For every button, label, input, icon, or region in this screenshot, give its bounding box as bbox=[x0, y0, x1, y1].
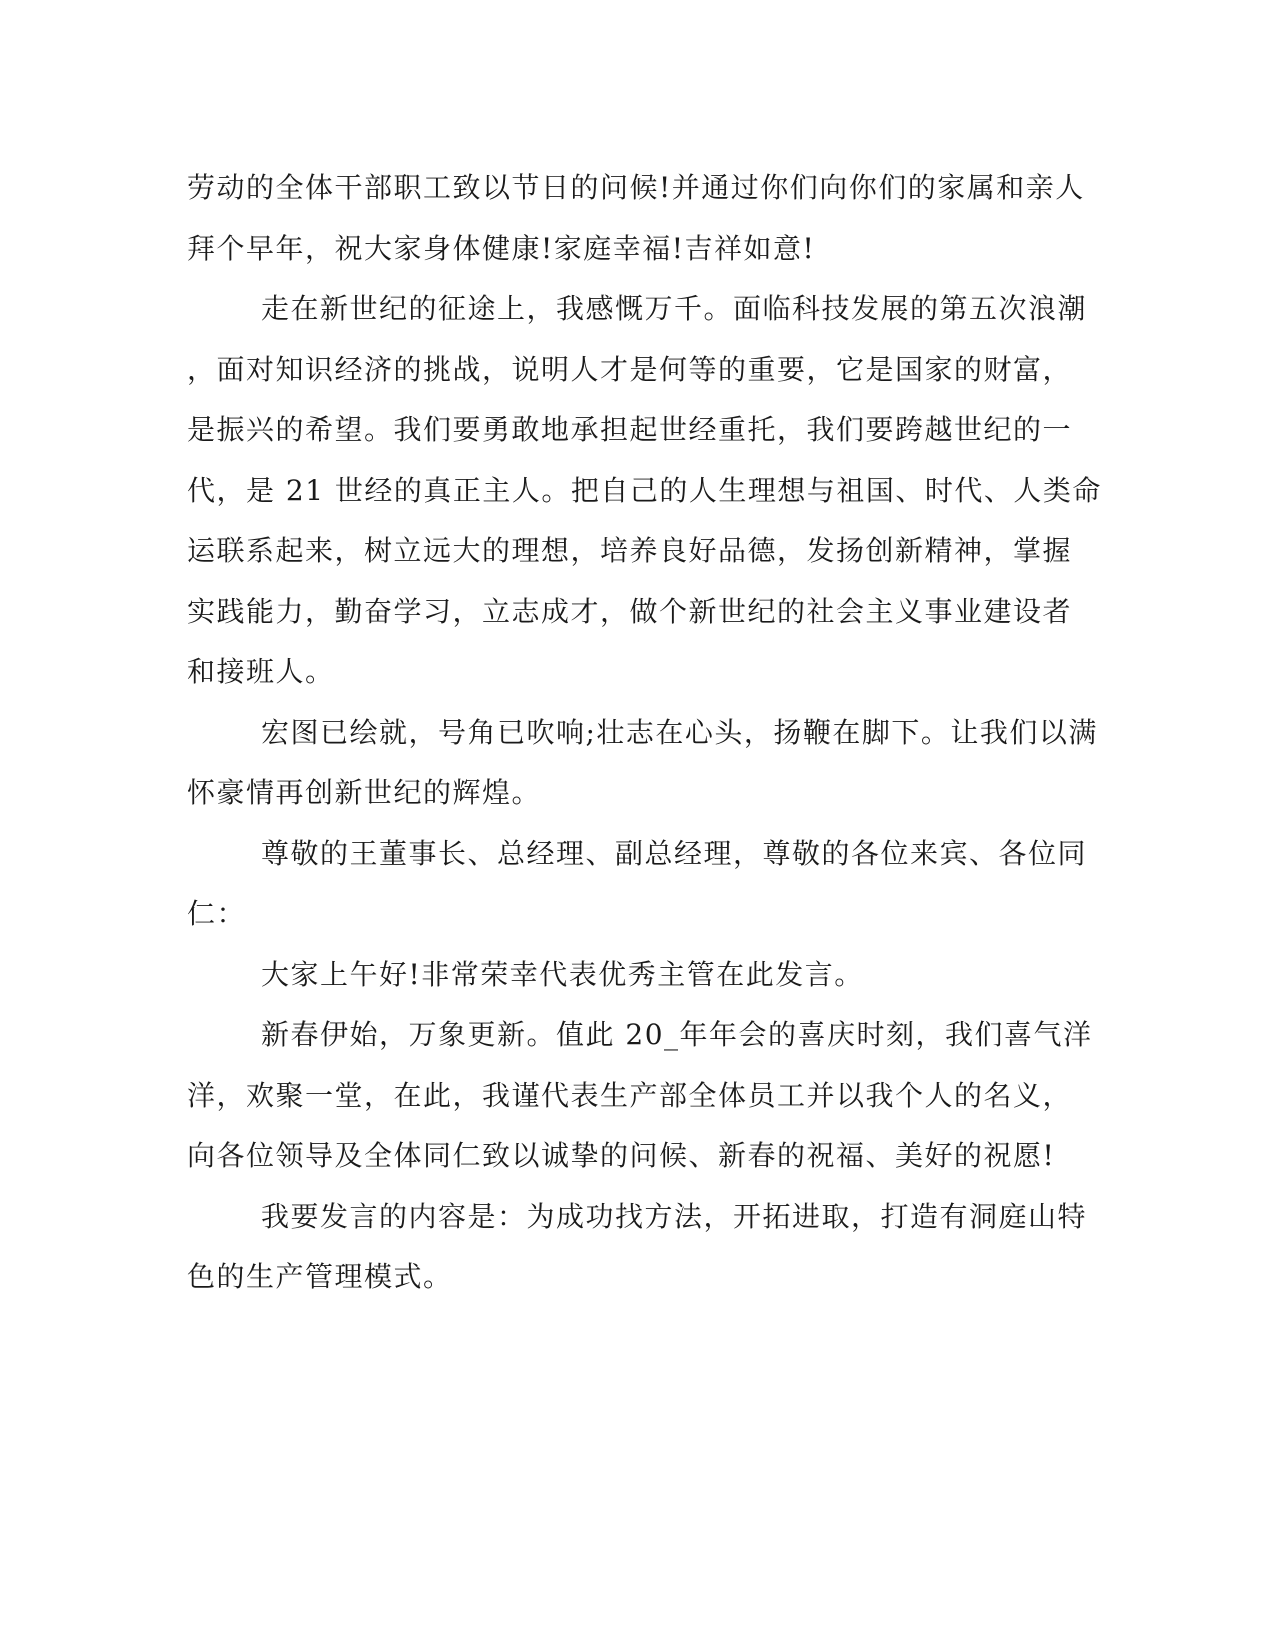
text-line: 拜个早年，祝大家身体健康!家庭幸福!吉祥如意! bbox=[187, 231, 816, 265]
text-line: 宏图已绘就，号角已吹响;壮志在心头，扬鞭在脚下。让我们以满 bbox=[261, 715, 1098, 749]
text-line: 实践能力，勤奋学习，立志成才，做个新世纪的社会主义事业建设者 bbox=[187, 594, 1073, 628]
document-body bbox=[187, 158, 1102, 1308]
text-line: 是振兴的希望。我们要勇敢地承担起世经重托，我们要跨越世纪的一 bbox=[187, 413, 1073, 446]
text-line: 新春伊始，万象更新。值此 20_年年会的喜庆时刻，我们喜气洋 bbox=[261, 1018, 1093, 1051]
text-line: 尊敬的王董事长、总经理、副总经理，尊敬的各位来宾、各位同 bbox=[261, 836, 1088, 870]
text-line: 仁： bbox=[187, 897, 247, 930]
text-line: 代，是 21 世经的真正主人。把自己的人生理想与祖国、时代、人类命 bbox=[187, 473, 1102, 507]
text-line: 劳动的全体干部职工致以节日的问候!并通过你们向你们的家属和亲人 bbox=[187, 171, 1085, 204]
text-line: 走在新世纪的征途上，我感慨万千。面临科技发展的第五次浪潮 bbox=[261, 292, 1088, 325]
text-line: 怀豪情再创新世纪的辉煌。 bbox=[187, 776, 542, 809]
text-line: 洋，欢聚一堂，在此，我谨代表生产部全体员工并以我个人的名义， bbox=[187, 1078, 1073, 1112]
text-line: 向各位领导及全体同仁致以诚挚的问候、新春的祝福、美好的祝愿! bbox=[187, 1139, 1056, 1172]
text-line: 色的生产管理模式。 bbox=[187, 1260, 453, 1293]
text-line: 我要发言的内容是：为成功找方法，开拓进取，打造有洞庭山特 bbox=[261, 1199, 1088, 1233]
text-line: 和接班人。 bbox=[187, 655, 335, 688]
text-line: ，面对知识经济的挑战，说明人才是何等的重要，它是国家的财富， bbox=[187, 352, 1073, 386]
text-line: 大家上午好!非常荣幸代表优秀主管在此发言。 bbox=[261, 957, 864, 991]
text-line: 运联系起来，树立远大的理想，培养良好品德，发扬创新精神，掌握 bbox=[187, 534, 1073, 567]
